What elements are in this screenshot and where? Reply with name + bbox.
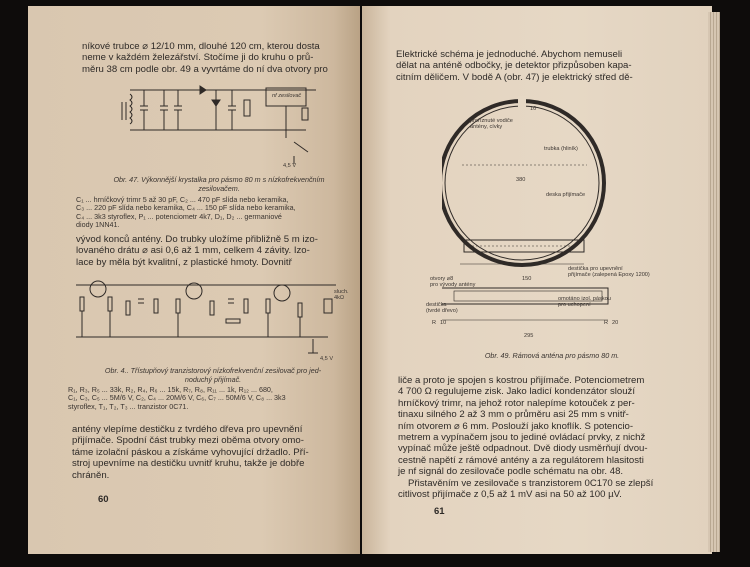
fig48-legend: R₁, R₃, R₅ ... 33k, R₂, R₄, R₆ ... 15k, R₇, R₈, R₁₁ ... 1k, R₁₂ ... 680, C₁, C₃, C₅ ... 5M/6 V, C₂, C₄ ... 20M/6 V, C₆, C₇ ... 50M/6 V, C₈ ... 3k3 styroflex, T₁, T₂, T₃ ... tranzistor 0C71.: [68, 385, 286, 411]
fig47-box-label: nf zesilovač: [272, 93, 302, 99]
fig49-label-receiver: deska přijímače: [546, 192, 586, 198]
fig47-legend: C₁ ... hrníčkový trimr 5 až 30 pF, C₂ ... 470 pF slída nebo keramika, C₃ ... 220 pF slída nebo keramika, C₄ ... 150 pF slída nebo keramika, C₄ ... 3k3 styroflex, P₁ ... potenciometr 4k7, D₁, D₂ ... germaniové diody 1NN41.: [76, 195, 296, 230]
fig49-label-h10: 10: [440, 320, 447, 326]
page-edges: [708, 12, 720, 552]
fig49-label-top: proříznuté vodiče antény, cívky: [470, 118, 513, 131]
fig49-label-r2: R: [604, 320, 609, 326]
right-page-number: 61: [434, 506, 445, 517]
fig49-label-width150: 150: [522, 276, 532, 282]
right-para-bottom: liče a proto je spojen s kostrou přijímače. Potenciometrem 4 700 Ω regulujeme zisk. Jako ladicí kondenzátor slouží hrníčkový trimr, na jehož rotor nalepíme kotouček z per- tinaxu silného 2 až 3 mm o průměru asi 25 mm s vnitř- ním otvorem ⌀ 6 mm. Poslouží jako knoflík. S potencio- metrem a vypínačem jsou to jediné ovládací prvky, z nichž vypínač může ještě odpadnout. Dvě diody usměrňují dvou- cestně napětí z rámové antény a za regulátorem hlasitosti je nf signál do zesilovače podle schématu na obr. 48.: [398, 375, 648, 478]
fig49-label-holes: otvory ⌀8 pro vývody antény: [430, 276, 476, 289]
right-page: [362, 6, 712, 554]
left-para-top: níkové trubce ⌀ 12/10 mm, dlouhé 120 cm, kterou dosta neme v každém železářství. Stočíme ji do kruhu o prů- měru 38 cm podle obr. 49 a vyvrtáme do ní dva otvory pro: [82, 41, 328, 75]
fig48-voltage: 4,5 V: [320, 356, 334, 362]
fig48-caption: Obr. 4.. Třístupňový tranzistorový nízkofrekvenční zesilovač pro jed- noduchý přijímač.: [104, 366, 322, 384]
fig49-label-board: destička (tvrdé dřevo): [426, 302, 458, 315]
fig49-label-h20: 20: [612, 320, 619, 326]
fig49-label-gap: 10: [530, 106, 537, 112]
right-para-last: Přistavěním ve zesilovače s tranzistorem 0C170 se zlepší citlivost přijímače z 0,5 až 1 mV asi na 50 až 100 µV.: [398, 478, 654, 501]
left-para-mid: vývod konců antény. Do trubky uložíme přibližně 5 m izo- lovaného drátu ⌀ asi 0,6 až 1 mm, celkem 4 závity. Izo- lace by měla být kvalitní, z plastické hmoty. Dovnitř: [76, 234, 318, 268]
left-para-bottom: antény vlepíme destičku z tvrdého dřeva pro upevnění přijímače. Spodní část trubky mezi oběma otvory omo- táme izolační páskou a získáme vyhovující držadlo. Pří- stroj upevníme na destičku uvnitř kruhu, takže je dobře chráněn.: [72, 424, 309, 481]
fig49-label-width295: 295: [524, 333, 534, 339]
fig49-caption: Obr. 49. Rámová anténa pro pásmo 80 m.: [484, 351, 620, 360]
fig49-label-screws: destička pro upevnění přijímače (zalepená Epoxy 1200): [568, 266, 650, 279]
fig49-label-r1: R: [432, 320, 437, 326]
left-page: [28, 6, 360, 554]
fig48-schematic: [68, 269, 348, 369]
fig47-caption: Obr. 47. Výkonnější krystalka pro pásmo 80 m s nízkofrekvenčním zesilovačem.: [113, 175, 325, 193]
left-page-number: 60: [98, 494, 109, 505]
fig49-label-binding: omotáno izol. páskou pro uchopení: [558, 296, 611, 309]
fig47-voltage: 4,5 V: [283, 163, 297, 169]
right-para-top: Elektrické schéma je jednoduché. Abychom nemuseli dělat na anténě odbočky, je detektor přizpůsoben kapa- citním děličem. V bodě A (obr. 47) je elektrický střed dě-: [396, 49, 633, 83]
fig47-schematic: [116, 72, 346, 172]
fig48-headphones: sluch. 4kΩ: [334, 289, 349, 302]
fig49-label-diameter: 380: [516, 177, 526, 183]
fig49-label-tube: trubka (hliník): [544, 146, 578, 152]
